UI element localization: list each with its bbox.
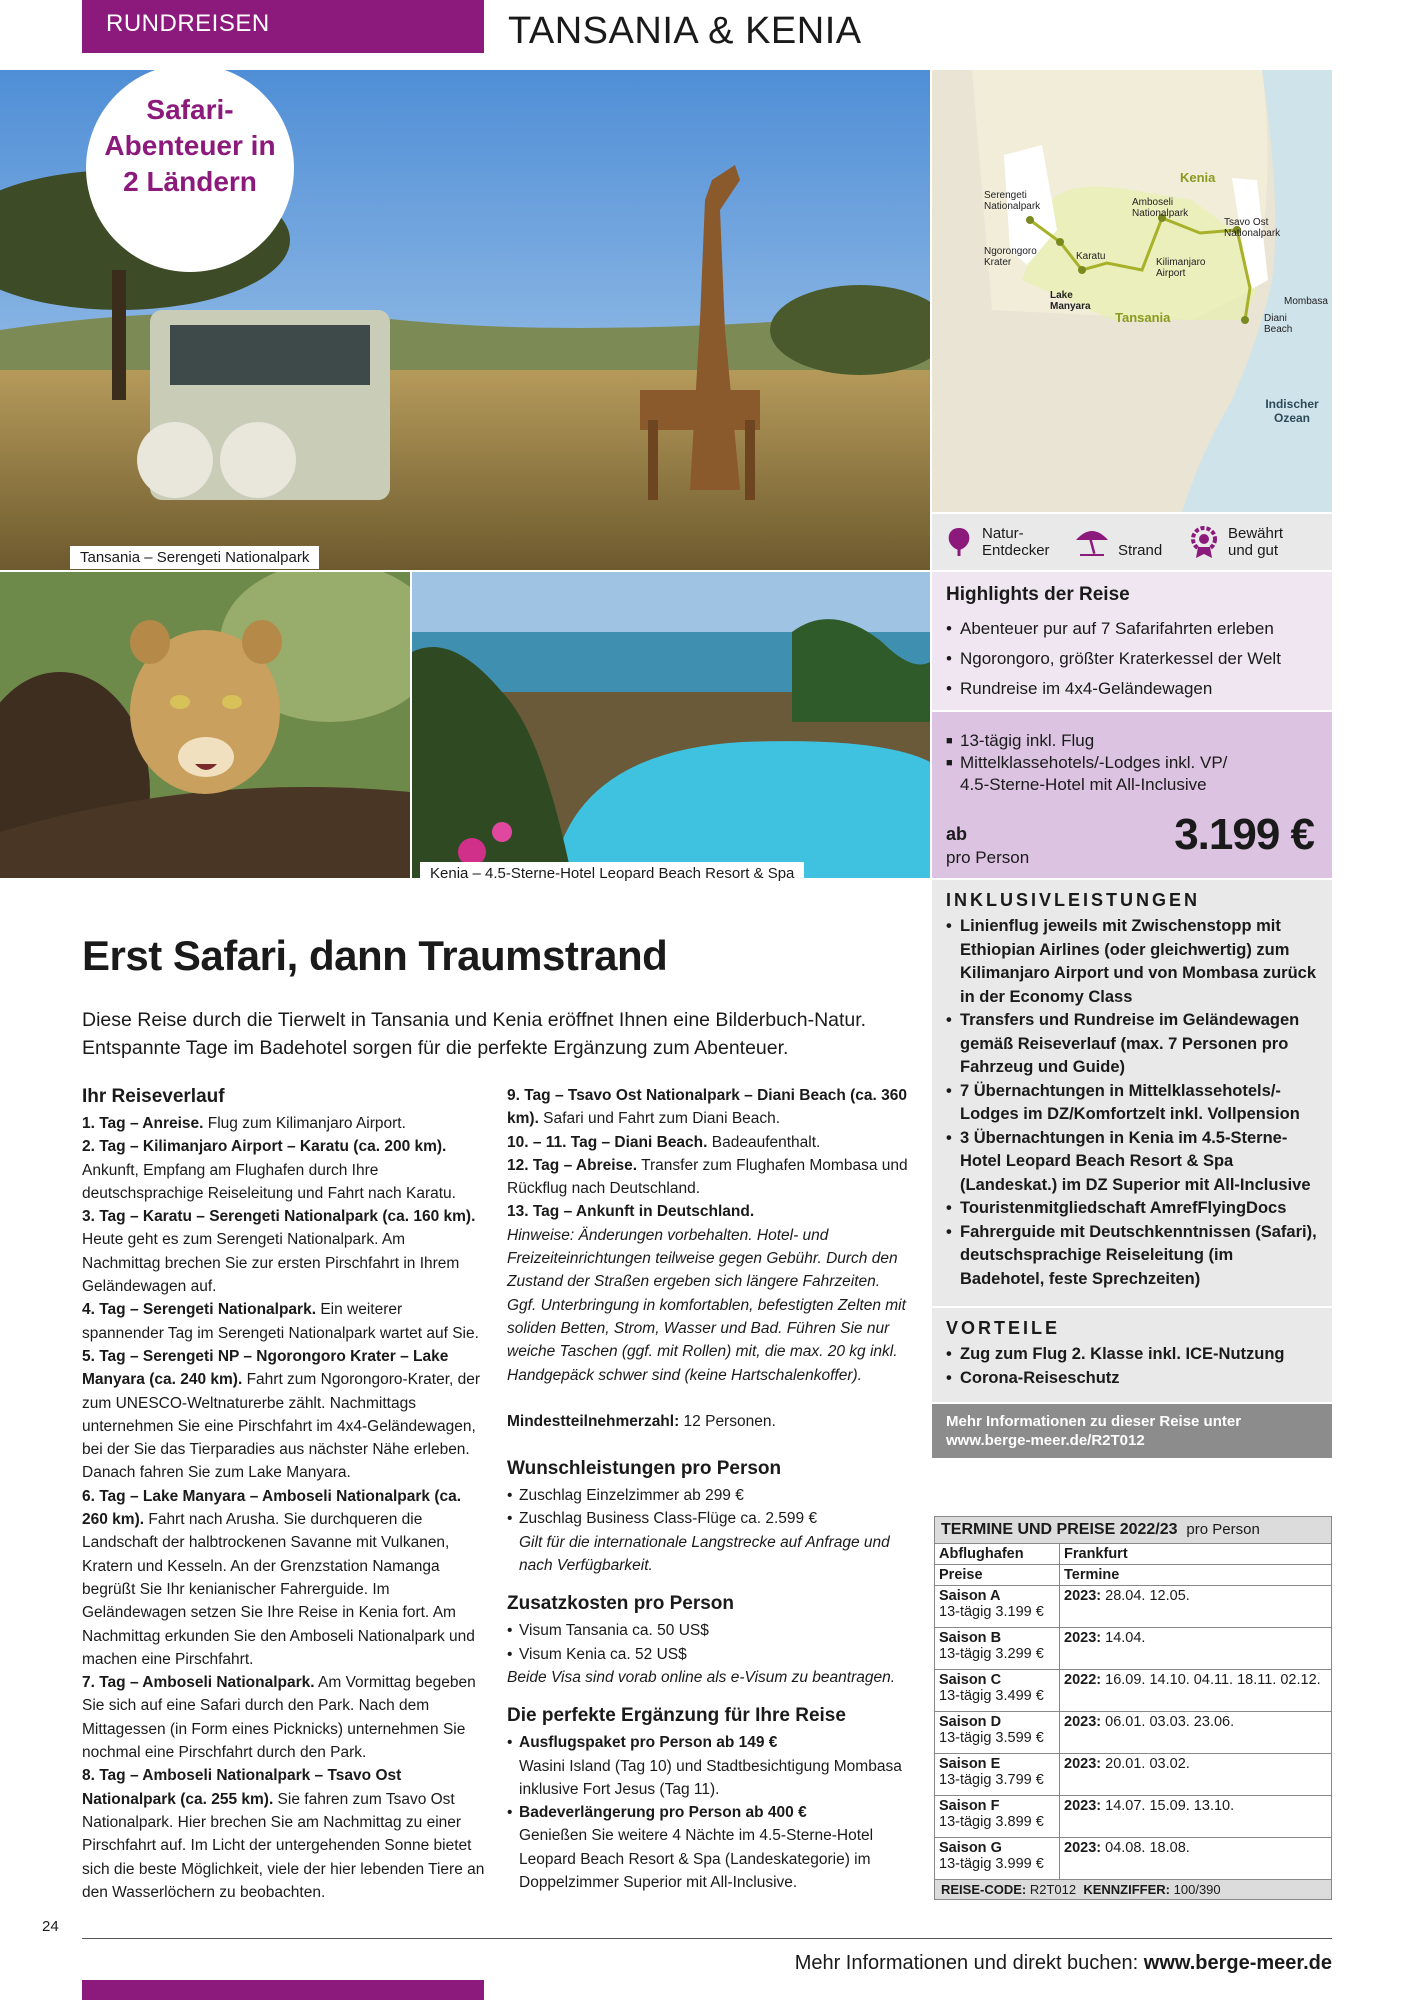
itinerary-day-12: 12. Tag – Abreise. Transfer zum Flughafen Mombasa und Rückflug nach Deutschland. [507,1156,908,1198]
more-info-box [932,1404,1332,1458]
map-label-tansania: Tansania [1115,310,1171,325]
dates-prices-table [934,1516,1332,1900]
more-info-link[interactable]: www.berge-meer.de/R2T012 [946,1432,1145,1449]
feature-nature-line2: Entdecker [982,542,1050,559]
price-feature-hotels-line2: 4.5-Sterne-Hotel mit All-Inclusive [960,775,1207,794]
price-feature-hotels-line1: Mittelklassehotels/-Lodges inkl. VP/ [960,753,1228,772]
itinerary-day-2: 2. Tag – Kilimanjaro Airport – Karatu (ca. 200 km). Ankunft, Empfang am Flughafen durch Ihre deutschsprachige Reiseleitung und Fahrt nach Karatu. [82,1138,456,1202]
photo-leopard [0,572,410,878]
map-place-amboseli-2: Nationalpark [1132,208,1189,219]
additional-costs-list [507,1619,911,1666]
hotel-photo-graphic [412,572,930,878]
itinerary-day-6: 6. Tag – Lake Manyara – Amboseli Nationalpark (ca. 260 km). Fahrt nach Arusha. Sie durchqueren die Landschaft der halbtrockenen Savanne mit Vulkanen, Kratern und Kesseln. An der Grenzstation Namanga begrüßt Sie Ihr kenianischer Fahrerguide. Im Geländewagen setzen Sie Ihre Reise in Kenia fort. Am Nachmittag erkunden Sie den Amboseli Nationalpark und machen eine Pirschfahrt. [82,1487,475,1668]
price-from-label: ab [946,824,968,844]
advantage-item: • Corona-Reiseschutz [946,1367,1318,1391]
itinerary-day-13: 13. Tag – Ankunft in Deutschland. [507,1203,755,1221]
itinerary-day-4: 4. Tag – Serengeti Nationalpark. Ein weiterer spannender Tag im Serengeti Nationalpark wartet auf Sie. [82,1301,479,1342]
badge-line-2: Abenteuer in [104,130,276,161]
beach-umbrella-icon [1074,526,1110,558]
optional-service-item: • Zuschlag Business Class-Flüge ca. 2.599 € [507,1507,911,1530]
feature-award-line2: und gut [1228,542,1279,559]
table-title: TERMINE UND PREISE 2022/23 pro Person [935,1517,1332,1544]
feature-award [1188,520,1283,564]
extension-list [507,1731,911,1894]
highlights-title: Highlights der Reise [946,584,1130,605]
article-headline: Erst Safari, dann Traumstrand [82,932,668,979]
highlight-item: • Rundreise im 4x4-Geländewagen [946,674,1318,704]
optional-services-list [507,1484,911,1531]
map-place-karatu: Karatu [1076,251,1106,262]
additional-cost-item: • Visum Tansania ca. 50 US$ [507,1619,911,1642]
footer-booking-text: Mehr Informationen und direkt buchen: www.berge-meer.de [794,1952,1332,1974]
caption-serengeti: Tansania – Serengeti Nationalpark [70,546,319,569]
itinerary-note: Hinweise: Änderungen vorbehalten. Hotel- und Freizeiteinrichtungen teilweise gegen Gebühr. Durch den Zustand der Straßen ergeben sich längere Fahrzeiten. Ggf. Unterbringung in komfortablen, befestigten Zelten mit soliden Betten, Strom, Wasser und Bad. Führen Sie nur weiche Taschen (ggf. mit Rollen) mit, die max. 20 kg inkl. Handgepäck schwer sind (keine Hartschalenkoffer). [507,1226,906,1384]
map-place-tsavo-1: Tsavo Ost [1224,217,1269,228]
page-title: TANSANIA & KENIA [508,10,862,52]
price-feature-hotels [946,752,1318,796]
award-icon [1188,525,1220,559]
inclusive-item: • 3 Übernachtungen in Kenia im 4.5-Sterne-Hotel Leopard Beach Resort & Spa (Landeskat.) im DZ Superior mit All-Inclusive [946,1127,1318,1198]
table-row: Saison D 13-tägig 3.599 € 2023: 06.01. 03.03. 23.06. [935,1712,1332,1754]
feature-nature [944,520,1050,564]
price-box [932,712,1332,878]
category-bar [82,0,484,53]
inclusive-title: INKLUSIVLEISTUNGEN [946,890,1201,910]
table-footer-codes: REISE-CODE: R2T012 KENNZIFFER: 100/390 [935,1880,1332,1900]
itinerary-day-9: 9. Tag – Tsavo Ost Nationalpark – Diani Beach (ca. 360 km). Safari und Fahrt zum Diani Beach. [507,1087,907,1128]
highlight-item: • Ngorongoro, größter Kraterkessel der Welt [946,644,1318,674]
page-number: 24 [42,1918,59,1935]
table-row: Saison C 13-tägig 3.499 € 2022: 16.09. 14.10. 04.11. 18.11. 02.12. [935,1670,1332,1712]
table-departure-value: Frankfurt [1060,1544,1332,1565]
extension-item: • Badeverlängerung pro Person ab 400 € Genießen Sie weitere 4 Nächte im 4.5-Sterne-Hotel Leopard Beach Resort & Spa (Landeskategorie) im Doppelzimmer Superior mit All-Inclusive. [507,1801,911,1894]
map-place-lake-2: Manyara [1050,301,1091,312]
itinerary-column-1 [82,1084,486,1904]
map-place-ngorongoro-1: Ngorongoro [984,246,1037,257]
advantages-list [946,1343,1318,1390]
optional-services-title: Wunschleistungen pro Person [507,1458,782,1480]
inclusive-item: • Transfers und Rundreise im Geländewagen gemäß Reiseverlauf (max. 7 Personen pro Fahrzeug und Guide) [946,1009,1318,1080]
optional-services-note: Gilt für die internationale Langstrecke auf Anfrage und nach Verfügbarkeit. [519,1533,890,1575]
highlights-box [932,572,1332,710]
itinerary-day-5: 5. Tag – Serengeti NP – Ngorongoro Krater – Lake Manyara (ca. 240 km). Fahrt zum Ngorongoro-Krater, der zum UNESCO-Weltnaturerbe zählt. Nachmittags unternehmen Sie eine Pirschfahrt im 4x4-Geländewagen, bei der Sie das Tierparadies aus nächster Nähe erleben. Danach fahren Sie zum Lake Manyara. [82,1347,481,1482]
highlights-list [946,614,1318,704]
additional-cost-item: • Visum Kenia ca. 52 US$ [507,1643,911,1666]
inclusive-item: • Touristenmitgliedschaft AmrefFlyingDocs [946,1197,1318,1221]
inclusive-item: • 7 Übernachtungen in Mittelklassehotels/-Lodges im DZ/Komfortzelt inkl. Vollpension [946,1080,1318,1127]
table-row: Saison E 13-tägig 3.799 € 2023: 20.01. 03.02. [935,1754,1332,1796]
additional-costs-note: Beide Visa sind vorab online als e-Visum zu beantragen. [507,1668,896,1686]
optional-service-item: • Zuschlag Einzelzimmer ab 299 € [507,1484,911,1507]
leopard-photo-graphic [0,572,410,878]
inclusive-services-box [932,880,1332,1306]
map-place-mombasa: Mombasa [1284,296,1328,307]
footer-url-link[interactable]: www.berge-meer.de [1143,1952,1332,1974]
itinerary-day-10-11: 10. – 11. Tag – Diani Beach. Badeaufenthalt. [507,1133,821,1151]
itinerary-day-3: 3. Tag – Karatu – Serengeti Nationalpark (ca. 160 km). Heute geht es zum Serengeti Nationalpark. Am Nachmittag brechen Sie zur ersten Pirschfahrt in Ihrem Geländewagen auf. [82,1208,476,1296]
inclusive-item: • Fahrerguide mit Deutschkenntnissen (Safari), deutschsprachige Reiseleitung (im Badehotel, feste Sprechzeiten) [946,1221,1318,1292]
map-place-lake-1: Lake [1050,290,1073,301]
footer-divider [82,1938,1332,1939]
caption-hotel: Kenia – 4.5-Sterne-Hotel Leopard Beach Resort & Spa [420,862,804,885]
feature-icons-row [932,514,1332,570]
map-place-amboseli-1: Amboseli [1132,197,1174,208]
itinerary-column-2 [507,1084,911,1894]
map-place-tsavo-2: Nationalpark [1224,228,1281,239]
route-map-graphic [932,70,1332,512]
highlight-item: • Abenteuer pur auf 7 Safarifahrten erleben [946,614,1318,644]
table-prices-label: Preise [935,1565,1060,1586]
table-row: Saison A 13-tägig 3.199 € 2023: 28.04. 12.05. [935,1586,1332,1628]
table-row: Saison F 13-tägig 3.899 € 2023: 14.07. 15.09. 13.10. [935,1796,1332,1838]
itinerary-title: Ihr Reiseverlauf [82,1086,225,1107]
map-place-kilimanjaro-2: Airport [1156,268,1186,279]
badge-line-1: Safari- [146,94,234,125]
footer-accent-bar [82,1980,484,2000]
map-place-diani-2: Beach [1264,324,1293,335]
table-row: Saison G 13-tägig 3.999 € 2023: 04.08. 18.08. [935,1838,1332,1880]
min-participants: Mindestteilnehmerzahl: 12 Personen. [507,1412,776,1430]
table-departure-label: Abflughafen [935,1544,1060,1565]
nature-icon [944,526,974,558]
itinerary-day-8: 8. Tag – Amboseli Nationalpark – Tsavo Ost Nationalpark (ca. 255 km). Sie fahren zum Tsavo Ost Nationalpark. Hier brechen Sie am Nachmittag zu einer Pirschfahrt auf. Im Licht der untergehenden Sonne bietet sich die beste Möglichkeit, viele der hier lebenden Tiere an den Wasserlöchern zu beobachten. [82,1767,485,1901]
badge-line-3: 2 Ländern [123,166,257,197]
table-dates-label: Termine [1060,1565,1332,1586]
extension-title: Die perfekte Ergänzung für Ihre Reise [507,1705,846,1727]
itinerary-day-7: 7. Tag – Amboseli Nationalpark. Am Vormittag begeben Sie sich auf eine Safari durch den Park. Nach dem Mittagessen (in Form eines Picknicks) unternehmen Sie nochmal eine Pirschfahrt durch den Park. [82,1674,476,1762]
map-place-ngorongoro-2: Krater [984,257,1012,268]
map-place-diani-1: Diani [1264,313,1287,324]
itinerary-day-1: 1. Tag – Anreise. Flug zum Kilimanjaro Airport. [82,1115,406,1132]
feature-beach [1074,520,1162,564]
extension-item: • Ausflugspaket pro Person ab 149 € Wasini Island (Tag 10) und Stadtbesichtigung Mombasa inklusive Fort Jesus (Tag 11). [507,1731,911,1801]
feature-award-line1: Bewährt [1228,525,1284,542]
price-value: 3.199 € [1174,810,1314,859]
inclusive-list [946,915,1318,1291]
badge-safari-adventure [86,64,294,272]
article-intro: Diese Reise durch die Tierwelt in Tansania und Kenia eröffnet Ihnen eine Bilderbuch-Natur. Entspannte Tage im Badehotel sorgen für die perfekte Ergänzung zum Abenteuer. [82,1009,867,1059]
map-label-kenia: Kenia [1180,170,1216,185]
advantage-item: • Zug zum Flug 2. Klasse inkl. ICE-Nutzung [946,1343,1318,1367]
category-label: RUNDREISEN [106,10,270,37]
inclusive-item: • Linienflug jeweils mit Zwischenstopp mit Ethiopian Airlines (oder gleichwertig) zum Kilimanjaro Airport und von Mombasa zurück in der Economy Class [946,915,1318,1009]
feature-nature-line1: Natur- [982,525,1024,542]
map-place-serengeti-2: Nationalpark [984,201,1041,212]
advantages-title: VORTEILE [946,1318,1061,1338]
price-per-person-label: pro Person [946,848,1030,867]
route-map [932,70,1332,512]
additional-costs-title: Zusatzkosten pro Person [507,1593,734,1615]
photo-hotel [412,572,930,878]
price-feature-duration: ■ 13-tägig inkl. Flug [946,730,1318,752]
map-place-kilimanjaro-1: Kilimanjaro [1156,257,1206,268]
more-info-text: Mehr Informationen zu dieser Reise unter [946,1413,1242,1430]
table-row: Saison B 13-tägig 3.299 € 2023: 14.04. [935,1628,1332,1670]
map-place-serengeti-1: Serengeti [984,190,1027,201]
feature-beach-line2: Strand [1118,542,1163,559]
advantages-box [932,1308,1332,1402]
map-label-ocean-2: Ozean [1273,411,1311,425]
map-label-ocean-1: Indischer [1265,397,1319,411]
